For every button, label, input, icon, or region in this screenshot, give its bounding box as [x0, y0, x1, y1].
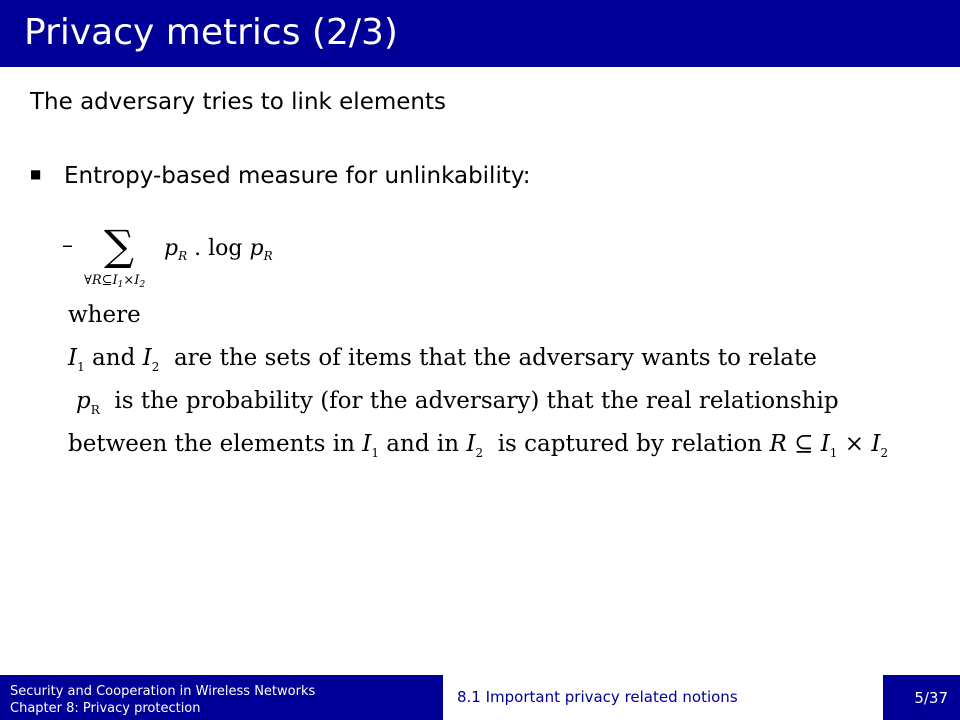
definition-line-1: $I_1$ and $I_2$ are the sets of items that the adversary wants to relate	[68, 345, 817, 374]
bullet-text: Entropy-based measure for unlinkability:	[64, 163, 531, 189]
slide-title: Privacy metrics (2/3)	[24, 12, 398, 53]
definition-line-2: $p_R$ is the probability (for the adversary) that the real relationship	[76, 388, 839, 417]
definition-line-3-text-c: is captured by relation	[497, 431, 763, 457]
definition-line-3: between the elements in $I_1$ and in $I_2$ is captured by relation R ⊆ $I_1 \times I_2$	[68, 431, 889, 460]
footer-bar	[0, 675, 960, 720]
definition-line-1-text: are the sets of items that the adversary wants to relate	[173, 345, 817, 371]
bullet-item	[30, 160, 531, 193]
course-title: Security and Cooperation in Wireless Networks	[10, 684, 316, 699]
course-info	[10, 683, 315, 717]
definition-line-3-text-a: between the elements in	[68, 431, 355, 457]
minus-sign: –	[62, 233, 73, 258]
entropy-formula	[60, 222, 360, 292]
page-number: 5/37	[914, 689, 948, 707]
section-title: 8.1 Important privacy related notions	[457, 688, 738, 706]
definition-line-2-text: is the probability (for the adversary) that the real relationship	[114, 388, 839, 414]
definition-line-3-text-b: and in	[386, 431, 460, 457]
intro-text: The adversary tries to link elements	[30, 89, 446, 115]
formula-term: $p_R$ . $\log p_R$	[164, 236, 273, 263]
square-bullet-icon: ■	[30, 166, 42, 181]
section-box	[443, 675, 883, 720]
title-bar	[0, 0, 960, 67]
chapter-title: Chapter 8: Privacy protection	[10, 701, 201, 716]
sum-sign: ∑	[104, 222, 134, 270]
where-text: where	[68, 302, 141, 328]
sum-subscript: $\forall R⊆I_1\times I_2$	[84, 273, 146, 290]
where-line	[68, 300, 141, 330]
